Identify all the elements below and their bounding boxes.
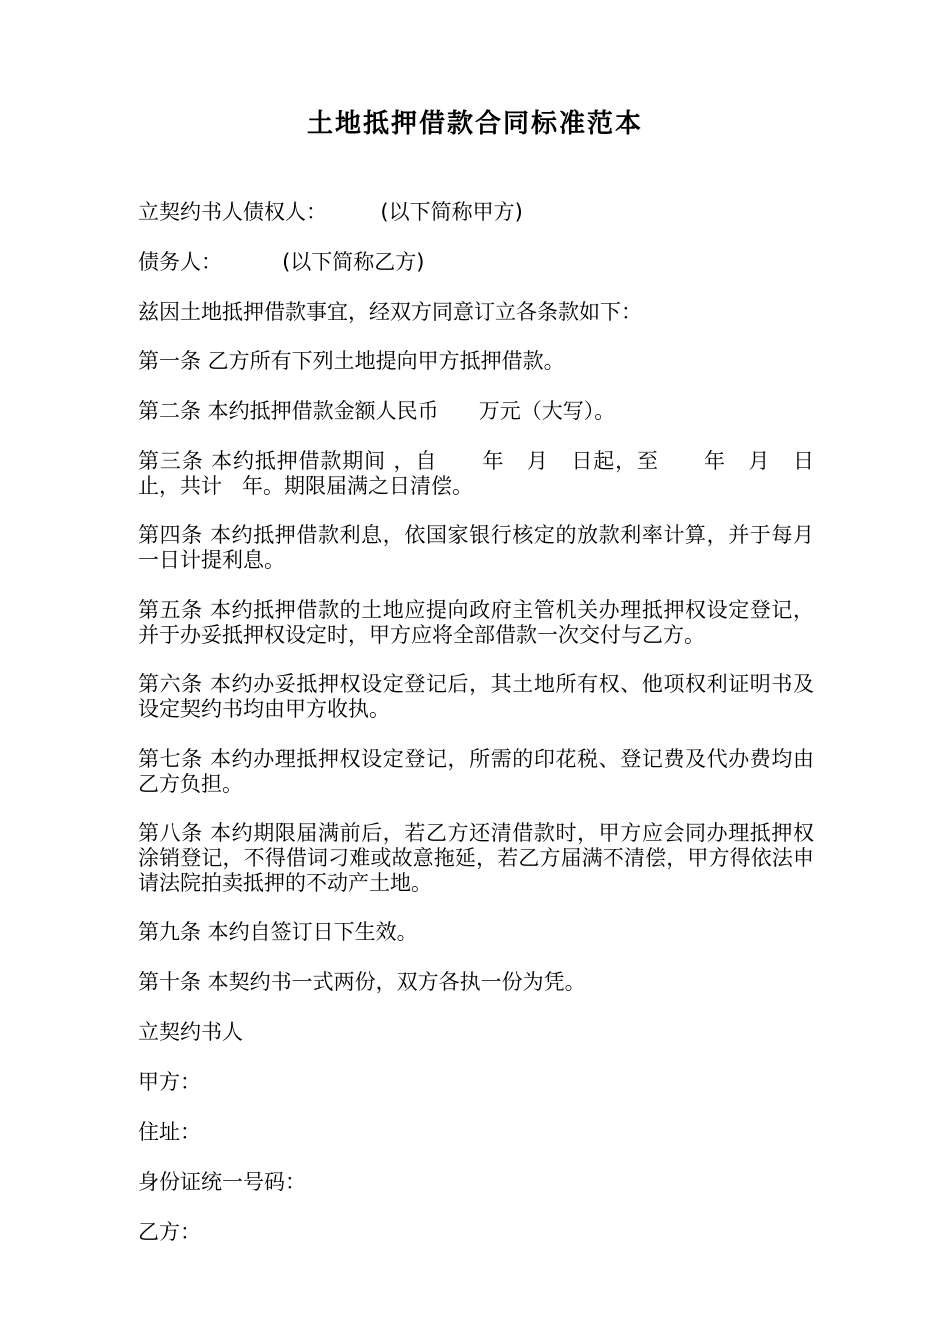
article-6: 第六条 本约办妥抵押权设定登记后，其土地所有权、他项权利证明书及设定契约书均由甲方收执。 <box>138 672 814 721</box>
article-1: 第一条 乙方所有下列土地提向甲方抵押借款。 <box>138 349 565 373</box>
article-3: 第三条 本约抵押借款期间 ，自 年 月 日起，至 年 月 日止，共计 年。期限届满之日清偿。 <box>138 449 814 498</box>
article-9: 第九条 本约自签订日下生效。 <box>138 920 418 944</box>
preamble-paragraph: 兹因土地抵押借款事宜，经双方同意订立各条款如下： <box>138 300 642 324</box>
party-debtor-line: 债务人： (以下简称乙方) <box>138 250 425 274</box>
party-b-field: 乙方： <box>138 1220 201 1244</box>
article-10: 第十条 本契约书一式两份，双方各执一份为凭。 <box>138 970 586 994</box>
signatories-heading: 立契约书人 <box>138 1020 243 1044</box>
article-2: 第二条 本约抵押借款金额人民币 万元（大写）。 <box>138 399 616 423</box>
id-number-field: 身份证统一号码： <box>138 1170 306 1194</box>
article-4: 第四条 本约抵押借款利息，依国家银行核定的放款利率计算，并于每月一日计提利息。 <box>138 523 814 572</box>
article-8: 第八条 本约期限届满前后，若乙方还清借款时，甲方应会同办理抵押权涂销登记，不得借词刁难或故意拖延，若乙方届满不清偿，甲方得依法申请法院拍卖抵押的不动产土地。 <box>138 821 814 895</box>
party-creditor-line: 立契约书人债权人： (以下简称甲方) <box>138 200 523 224</box>
party-a-field: 甲方： <box>138 1070 201 1094</box>
document-title: 土地抵押借款合同标准范本 <box>306 109 643 139</box>
article-5: 第五条 本约抵押借款的土地应提向政府主管机关办理抵押权设定登记，并于办妥抵押权设定时，甲方应将全部借款一次交付与乙方。 <box>138 598 814 647</box>
address-field: 住址： <box>138 1120 201 1144</box>
article-7: 第七条 本约办理抵押权设定登记，所需的印花税、登记费及代办费均由乙方负担。 <box>138 747 814 796</box>
